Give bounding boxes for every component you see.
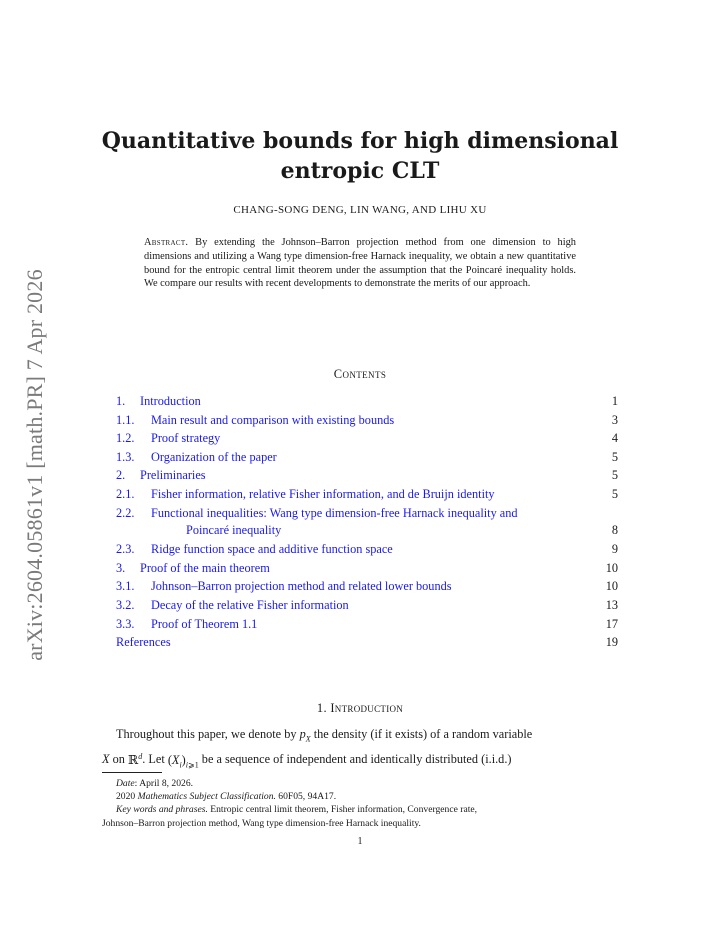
toc-number: 3.	[116, 560, 126, 575]
footnote-label: Date	[116, 778, 135, 789]
toc-title-continued[interactable]: Poincaré inequality	[186, 523, 282, 538]
toc-number: 1.1.	[116, 412, 135, 427]
footnote-keywords-continued: Johnson–Barron projection method, Wang type dimension-free Harnack inequality.	[102, 817, 421, 829]
toc-page: 5	[611, 486, 618, 501]
toc-number: 1.	[116, 394, 126, 408]
toc-page: 5	[611, 449, 618, 464]
toc-title[interactable]: Proof of the main theorem	[140, 560, 270, 575]
title-line-2: entropic CLT	[280, 158, 440, 184]
abstract-label: Abstract.	[144, 237, 189, 248]
page-number: 1	[357, 836, 363, 847]
footnote-label: Key words and phrases.	[116, 804, 208, 816]
toc-title[interactable]: Decay of the relative Fisher information	[151, 597, 349, 612]
footnote-msc	[102, 790, 618, 803]
toc-entry[interactable]	[116, 633, 618, 652]
toc-number: 2.3.	[116, 542, 135, 557]
toc-page: 9	[611, 542, 618, 557]
math-x: X	[102, 752, 110, 767]
toc-title[interactable]: Proof of Theorem 1.1	[151, 616, 258, 631]
toc-page: 3	[611, 412, 618, 427]
footnote-prefix: 2020	[116, 791, 138, 803]
toc-entry[interactable]	[116, 448, 618, 467]
body-text-run: on	[109, 752, 128, 767]
toc-entry[interactable]	[116, 615, 618, 634]
toc-page: 5	[611, 468, 618, 483]
toc-page: 19	[605, 635, 618, 650]
footnote-keywords	[102, 803, 618, 816]
section-heading	[100, 701, 620, 716]
toc-number: 3.2.	[116, 597, 135, 612]
toc-entry[interactable]	[116, 540, 618, 559]
toc-title[interactable]: References	[116, 635, 171, 650]
toc-title[interactable]: Functional inequalities: Wang type dimension-free Harnack inequality and	[151, 505, 518, 520]
table-of-contents	[116, 392, 618, 652]
abstract-text: By extending the Johnson–Barron projection method from one dimension to high dimensions and utilizing a Wang type dimension-free Harnack inequality, we obtain a new quantitative bound for the entropic central limit theorem under the assumption that the Poincaré inequality holds. We compare our results with recent developments to demonstrate the merits of our approach.	[144, 237, 576, 290]
toc-number: 3.3.	[116, 616, 135, 631]
toc-number: 2.	[116, 468, 126, 483]
toc-title[interactable]: Proof strategy	[151, 431, 221, 446]
toc-number: 3.1.	[116, 579, 135, 594]
toc-number: 1.3.	[116, 449, 135, 464]
arxiv-id: arXiv:2604.05861v1 [math.PR] 7 Apr 2026	[22, 269, 47, 661]
body-text-run: be a sequence of independent and identically distributed (i.i.d.)	[198, 752, 512, 767]
toc-title[interactable]: Introduction	[140, 394, 201, 408]
toc-title[interactable]: Fisher information, relative Fisher information, and de Bruijn identity	[151, 486, 495, 501]
footnote-label: Mathematics Subject Classification.	[137, 791, 276, 803]
footnote-value: : April 8, 2026.	[134, 778, 194, 789]
toc-number: 2.1.	[116, 486, 135, 501]
toc-page: 17	[605, 616, 618, 631]
body-line-2	[102, 747, 618, 773]
math-sequence: $(X_i)_{i⩾1}$	[167, 752, 199, 769]
toc-page: 4	[611, 431, 618, 446]
toc-title[interactable]: Preliminaries	[140, 468, 206, 483]
title-line-1: Quantitative bounds for high dimensional	[101, 128, 619, 154]
arxiv-watermark	[18, 250, 52, 680]
body-text-run: Throughout this paper, we denote by	[116, 727, 300, 741]
author-list: CHANG-SONG DENG, LIN WANG, AND LIHU XU	[233, 204, 487, 216]
toc-page: 13	[605, 597, 618, 612]
toc-entry[interactable]	[116, 466, 618, 485]
toc-title[interactable]: Ridge function space and additive function space	[151, 542, 393, 557]
math-p-x: $p_X$	[299, 727, 311, 744]
math-rd: ℝ$^d$	[127, 751, 143, 767]
abstract	[144, 236, 576, 291]
toc-entry[interactable]	[116, 485, 618, 504]
toc-entry[interactable]	[116, 504, 618, 541]
toc-page: 8	[611, 523, 618, 538]
body-text-run: the density (if it exists) of a random variable	[310, 727, 533, 741]
toc-entry[interactable]	[116, 596, 618, 615]
footnote-date	[102, 777, 618, 790]
toc-entry[interactable]	[116, 429, 618, 448]
section-title: Introduction	[330, 701, 404, 715]
toc-entry[interactable]	[116, 411, 618, 430]
toc-title[interactable]: Organization of the paper	[151, 449, 277, 464]
footnote-rule	[102, 772, 162, 773]
toc-number: 2.2.	[116, 505, 135, 520]
footnotes	[102, 777, 618, 830]
toc-page: 1	[611, 394, 618, 408]
toc-entry[interactable]	[116, 392, 618, 411]
toc-title[interactable]: Main result and comparison with existing bounds	[151, 412, 395, 427]
body-line-1	[102, 726, 618, 747]
paper-title	[100, 126, 620, 186]
footnote-value: Entropic central limit theorem, Fisher information, Convergence rate,	[207, 804, 478, 816]
toc-entry[interactable]	[116, 577, 618, 596]
toc-page: 10	[605, 560, 618, 575]
contents-heading: Contents	[333, 367, 387, 381]
section-number: 1.	[316, 701, 327, 715]
toc-page: 10	[605, 579, 618, 594]
toc-number: 1.2.	[116, 431, 135, 446]
footnote-value: 60F05, 94A17.	[275, 791, 337, 803]
toc-entry[interactable]	[116, 559, 618, 578]
toc-title[interactable]: Johnson–Barron projection method and related lower bounds	[151, 579, 452, 594]
body-text-run: . Let	[142, 752, 168, 767]
body-paragraph	[102, 726, 618, 773]
